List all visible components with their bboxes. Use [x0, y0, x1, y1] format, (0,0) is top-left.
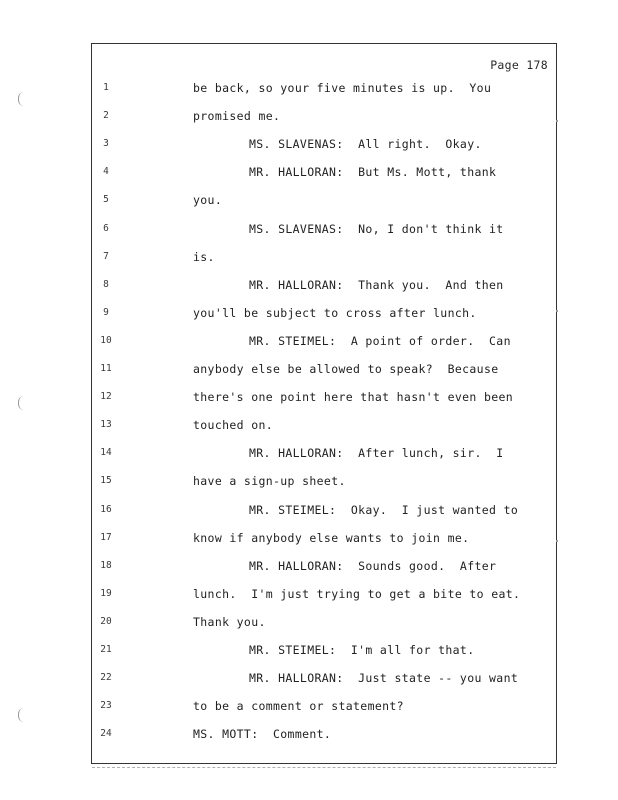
transcript-line: MR. HALLORAN: Thank you. And then: [249, 278, 504, 292]
transcript-line: MS. SLAVENAS: No, I don't think it: [249, 222, 504, 236]
line-number: 8: [103, 279, 109, 290]
line-number: 16: [100, 504, 112, 515]
transcript-line: MR. HALLORAN: After lunch, sir. I: [249, 446, 504, 460]
scan-edge-mark: [556, 310, 558, 312]
line-number: 9: [103, 307, 109, 318]
transcript-line: touched on.: [193, 418, 274, 432]
transcript-line: you'll be subject to cross after lunch.: [193, 306, 477, 320]
line-number: 13: [100, 419, 112, 430]
transcript-line: have a sign-up sheet.: [193, 474, 346, 488]
line-number: 12: [100, 391, 112, 402]
line-number: 15: [100, 475, 112, 486]
line-number: 6: [103, 223, 109, 234]
transcript-line: you.: [193, 193, 223, 207]
line-number: 22: [100, 672, 112, 683]
transcript-line: anybody else be allowed to speak? Because: [193, 362, 499, 376]
line-number: 23: [100, 700, 112, 711]
transcript-line: Thank you.: [193, 615, 266, 629]
binder-hole-mark: [18, 708, 25, 722]
scan-edge-mark: [556, 120, 558, 122]
transcript-line: there's one point here that hasn't even been: [193, 390, 514, 404]
line-number: 11: [100, 363, 112, 374]
transcript-page: [91, 43, 557, 764]
page-number-header: Page 178: [490, 58, 548, 72]
transcript-line: MR. HALLORAN: Just state -- you want: [249, 671, 519, 685]
transcript-line: MR. HALLORAN: Sounds good. After: [249, 559, 497, 573]
line-number: 7: [103, 251, 109, 262]
line-number: 10: [100, 335, 112, 346]
transcript-line: know if anybody else wants to join me.: [193, 531, 470, 545]
scan-bottom-edge: [92, 767, 556, 771]
binder-hole-mark: [18, 92, 25, 106]
transcript-line: MS. SLAVENAS: All right. Okay.: [249, 137, 482, 151]
transcript-line: is.: [193, 250, 215, 264]
transcript-line: MR. STEIMEL: I'm all for that.: [249, 643, 475, 657]
transcript-line: to be a comment or statement?: [193, 699, 404, 713]
line-number: 18: [100, 560, 112, 571]
line-number: 20: [100, 616, 112, 627]
line-number: 2: [103, 110, 109, 121]
line-number: 4: [103, 166, 109, 177]
transcript-line: promised me.: [193, 109, 281, 123]
transcript-line: MR. STEIMEL: A point of order. Can: [249, 334, 511, 348]
line-number: 24: [100, 728, 112, 739]
transcript-line: lunch. I'm just trying to get a bite to eat.: [193, 587, 521, 601]
line-number: 14: [100, 447, 112, 458]
transcript-line: MS. MOTT: Comment.: [193, 727, 332, 741]
line-number: 1: [103, 82, 109, 93]
scan-edge-mark: [556, 540, 558, 542]
transcript-line: be back, so your five minutes is up. You: [193, 81, 492, 95]
line-number: 5: [103, 194, 109, 205]
line-number: 3: [103, 138, 109, 149]
transcript-line: MR. HALLORAN: But Ms. Mott, thank: [249, 165, 497, 179]
binder-hole-mark: [18, 396, 25, 410]
line-number: 17: [100, 532, 112, 543]
transcript-line: MR. STEIMEL: Okay. I just wanted to: [249, 503, 519, 517]
line-number: 21: [100, 644, 112, 655]
line-number: 19: [100, 588, 112, 599]
